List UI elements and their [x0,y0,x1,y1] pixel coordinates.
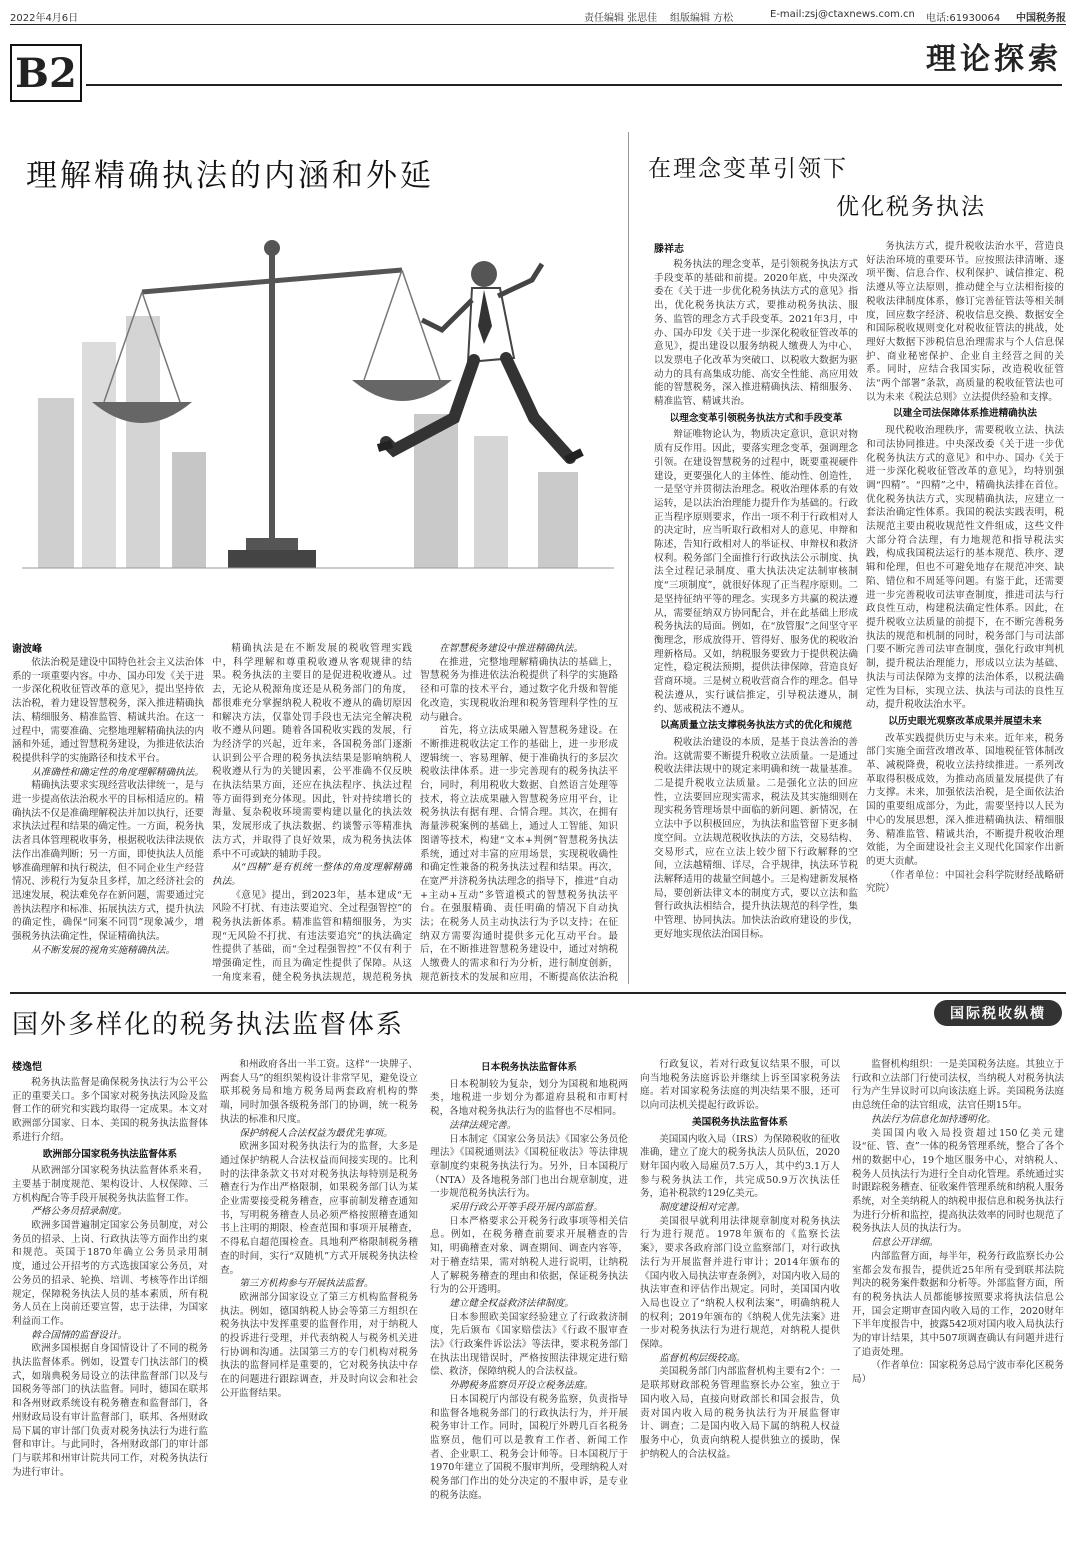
paragraph: 美国国内收入局投资超过150亿美元建设“征、管、查”一体的税务管理系统，整合了各个州的数据中心，19个地区服务中心，对纳税人、税务人员执法行为进行全自动化管理。系统通过实时跟踪税务稽查、征收案件管理系统和纳税人服务系统，对全美纳税人的纳税申报信息和税务执法行为进行分析和监控，提高执法效率的同时也规范了税务执法人员的执法行为。 [852,1127,1064,1235]
article3-top-rule [10,992,1066,994]
paragraph: 欧洲部分国家设立了第三方机构监督税务执法。例如，德国纳税人协会等第三方组织在税务执法中发挥重要的监督作用，对于纳税人的投诉进行受理，并代表纳税人与税务机关进行协调和沟通。法国第三方的专门机构对税务执法的监督同样是重要的，它对税务执法中存在的问题进行跟踪调查，并及时向议会和社会公开监督结果。 [220,1291,418,1399]
header-rule [10,24,1066,25]
bar-shape [474,436,508,568]
article1-title: 理解精确执法的内涵和外延 [26,158,434,194]
lead-in: 建立健全权益救济法律制度。 [449,1297,574,1309]
scale-foot [228,550,316,568]
paragraph: 欧洲多国对税务执法行为的监督，大多是通过保护纳税人合法权益而间接实现的。比利时的法律条款文书对对税务执法每特别是税务稽查行为作出严格限制，如果税务部门认为某企业需要接受税务稽查，应事前制发稽查通知书，写明税务稽查人员必须严格按照稽查通知书上注明的期限、检查范围和事项开展稽查，不得私自超范围检查。具地利严格限制税务稽查的时间，实行“双随机”方式开展税务执法检查。 [220,1141,418,1276]
bar-shape [538,472,578,568]
paragraph: 精确执法要求实现经营收法律统一，是与进一步提高依法治税水平的目标相适应的。精确执法不仅是准确理解税法并加以执行，还要求执法过程和结果的确定性。一方面，税务执法者具体管理税收事务，根据税收法律法规依法作出准确判断；另一方面，即使执法人员能够准确理解和执行税法，但不同企业生产经营情况、涉税行为复杂且多样，加之经济社会的迅速发展，税法难免存在新问题，需要通过完善执法程序和标准、拓展执法方式，提升执法的确定性，确保“同案不同罚”现象减少，增强税务执法确定性，保证精确执法。 [12,780,204,943]
paragraph: 欧洲多国普遍制定国家公务员制度，对公务员的招录、上岗、行政执法等方面作出约束和规范。英国于1870年确立公务员录用制度，通过公开招考的方式选拔国家公务员，对公务员的招录、轮换、培训、考核等作出详细规定，保障税务执法人员的基本素质，所有税务人员在上岗前还要宣誓，忠于法律，为国家利益而工作。 [12,1220,208,1327]
paragraph: 改革实践提供历史与未来。近年来，税务部门实施全面营改增改革、国地税征管体制改革、减税降费，税收立法持续推进。一系列改革取得积极成效，为推动高质量发展提供了有力支撑。未来，加强依法治税，是全面依法治国的重要组成部分，为此，需要坚持以人民为中心的发展思想，深入推进精确执法、精细服务、精准监管、精诚共治，不断提升税收治理效能，为全面建设社会主义现代化国家作出新的更大贡献。 [866,732,1064,867]
lead-in: 外聘税务监察员开设立税务法庭。 [449,1380,594,1392]
paragraph: （作者单位：中国社会科学院财经战略研究院） [866,869,1064,895]
lead-in: 斡合国情的监督设计。 [31,1329,128,1341]
article1-col2 [212,642,412,984]
paragraph: 日本制定《国家公务员法》《国家公务员伦理法》《国税通则法》《国税征收法》等法律规章制度约束税务执法行为。另外，日本国税厅（NTA）及各地税务部门也出台规章制度，进一步规范税务执法行为。 [430,1133,628,1200]
paragraph: 务执法方式，提升税收法治水平，营造良好法治环境的重要环节。应按照法律清晰、逐项平衡、信息合作、权利保护、诚信推定、税法遵从等立法原则，推动健全与立法相衔接的税收法律制度体系，修订完善征管法等相关制度，回应数字经济、税收信息交换、数据安全和国际税收规则变化对税收征管法的挑战，处理好大数据下涉税信息治理需求与个人信息保护、商业秘密保护、企业自主经营之间的关系。同时，应结合我国实际，改造税收征管法“两个部署”条款，高质量的税收征管法也可以为未来《税法总则》立法提供经验和支撑。 [866,241,1064,403]
bar-shape [38,398,74,568]
lead-in: 第三方机构参与开展执法监督。 [239,1278,374,1290]
section-title: 理论探索 [926,42,1062,77]
paragraph: 《意见》提出，到2023年，基本建成“无风险不打扰、有违法要追究、全过程强智控”的税务执法新体系。精准监管和精细服务，为实现“无风险不打扰、有违法要追究”的执法确定性提供了基础，而“全过程强智控”不仅有利于增强确定性，而且为确定性提供了保障。从这一角度来看，健全税务执法规范，规范税务执 [212,889,412,983]
article3-col3 [430,1058,628,1546]
article2-author: 滕祥志 [654,244,684,255]
email: E-mail:zsj@ctaxnews.com.cn [770,9,915,20]
subheading: 以理念变革引领税务执法方式和手段变革 [669,412,843,424]
paragraph: 日本严格要求公开税务行政事项等相关信息。例如，在税务稽查前要求开展稽查的告知，明确稽查对象、调查期间、调查内容等，对于稽查结果，需对纳税人进行说明，让纳税人了解税务稽查的理由和依据，保证税务执法行为的公开透明。 [430,1215,628,1296]
paragraph: 行政复议，若对行政复议结果不服，可以向当地税务法庭诉讼并继续上诉至国家税务法庭。若对国家税务法庭的判决结果不服，还可以向司法机关提起行政诉讼。 [640,1059,840,1112]
lead-in: 法律法规完善。 [449,1119,517,1131]
paragraph: 首先，将立法成果融入智慧税务建设。在不断推进税收法定工作的基础上，进一步形成逻辑统一、容易理解、便于准确执行的多层次税收法律体系。进一步完善现有的税务执法平台，同时，利用税收大数据、自然语言处理等技术，将立法成果融入智慧税务应用平台，让税务执法有据有理、合情合理。其次，在拥有海量涉税案例的基础上，通过人工智能、知识图谱等技术，构建“文本+判例”智慧税务执法系统，通过对丰富的应用场景，实现税收确性和确定性兼备的税务执法过程和结果。再次，在宽严并济税务执法理念的指导下，推进“自动+主动+互动”多管道模式的智慧税务执法平台。在强服精确、责任明确的情况下自动执法；在税务人员主动执法行为予以支持；在征纳双方需要沟通时提供多元化互动平台。最后，在不断推进智慧税务建设中，通过对纳税人缴费人的需求和行为分析，进行制度创新，规范新技术的发展和应用，不断提高依法治税 [420,725,618,983]
paragraph: 欧洲多国根据自身国情设计了不同的税务执法监督体系。例如，设置专门执法部门的模式，如瑞典税务局设立的法律监督部门以及与国税务等部门的执法监督。同时，德国在联邦和各州财政系统设有税务稽查和监督部门，各州财政局设有审计监督部门，联邦、各州财政局下属的审计部门负责对税务执法行为进行监督和审计。与此同时，各州财政部门的审计部门与联邦和州审计院共同工作，对税务执法行为进行审计。 [12,1343,208,1478]
paragraph: 美国很早就利用法律规章制度对税务执法行为进行规范。1978年颁布的《监察长法案》，要求各政府部门设立监察部门，对行政执法行为开展监督并进行审计；2014年颁布的《国内收入局执法审查条例》，对国内收入局的执法审查和评估作出规定。同时，美国国内收入局也设立了“纳税人权利法案”，明确纳税人的权利；2019年颁布的《纳税人优先法案》进一步对税务执法行为进行规范，对纳税人提供保障。 [640,1215,840,1351]
paragraph: 税务执法监督是确保税务执法行为公平公正的重要关口。多个国家对税务执法风险及监督工作的研究和实践均取得一定成果。本文对欧洲部分国家、日本、美国的税务执法监督体系进行介绍。 [12,1077,208,1143]
scale-top [264,240,280,256]
bar-shape [172,452,206,568]
paper-name: 中国税务报 [1016,13,1066,24]
lead-in: 保护纳税人合法权益为最优先事项。 [239,1127,393,1139]
lead-in: 从准确性和确定性的角度理解精确执法。 [31,766,204,778]
article2-col1 [654,258,858,984]
subheading: 美国税务执法监督体系 [692,1116,788,1128]
phone: 电话:61930064 [926,13,1001,24]
lead-in: 严格公务员招录制度。 [31,1206,128,1218]
article3-col2 [220,1058,418,1546]
section-rule [86,84,1062,86]
bar-shape [126,316,160,568]
lead-in: 从“四精”是有机统一整体的角度理解精确执法。 [212,862,412,887]
paragraph: 美国国内收入局（IRS）为保障税收的征收准确，建立了庞大的税务执法人员队伍，2020财年国内收入局雇员7.5万人，其中约3.1万人参与税务执法工作，共完成50.9万次执法任务，追补税款约129亿美元。 [640,1133,840,1200]
paragraph: 税收法治建设的本质，是基于良法善治的善治。这就需要不断提升税收立法质量。一是通过税收法律法规中的规定来明确和统一裁量基准。二是提升税收立法质量。二是强化立法的回应性，立法要回应现实需求，税法及其实施细则在现实税务管理场景中面临的新问题、新情况，在立法中予以积极回应，为执法和监管留下更多制度空间。立法规范税收执法的方法，交易结构、交易形式，应在立法上较少留下行政解释的空间，立法越精细、详尽，合乎规律，执法环节税法解释适用的裁量空间越小。三是构建新发展格局，要创新法律文本的制度方式，要以立法和监督行政执法相结合，提升执法规范的科学性，集中管理、协同执法。加快法治政府建设的步伐，更好地实现依法治国目标。 [654,736,858,940]
paragraph: 日本国税厅内部设有税务监察，负责指导和监督各地税务部门的行政执法行为，并开展税务审计工作。同时，国税厅外聘几百名税务监察员，他们可以是教育工作者、新闻工作者、企业职工、税务会计师等。日本国税厅于1970年建立了国税不服审判所，受理纳税人对税务部门作出的处分决定的不服申诉，是专业的税务法庭。 [430,1393,628,1501]
bar-shape [82,342,116,568]
article2-title-line2: 优化税务执法 [836,194,986,220]
justice-scale-illustration [22,222,614,612]
paragraph: 在推进，完整地理解精确执法的基础上，智慧税务为推进依法治税提供了科学的实施路径和可靠的技术平台，通过数字化升级和智能化改造，实现税收治理和税务管理科学性的互动与融合。 [420,656,618,723]
section-code: B2 [10,44,82,102]
subheading: 以建全司法保障体系推进精确执法 [893,408,1037,420]
article3-title: 国外多样化的税务执法监督体系 [12,1010,405,1040]
paragraph: 监督机构组织：一是美国税务法庭。其独立于行政和立法部门行使司法权，当纳税人对税务执法行为产生异议时可以向该法庭上诉。美国税务法庭由总统任命的法官组成，法官任期15年。 [852,1059,1064,1112]
paragraph: 辩证唯物论认为，物质决定意识，意识对物质有反作用。因此，要落实理念变革，强调理念引领。在建设智慧税务的过程中，既要重视硬件建设，更要强化人的主体性、能动性、创造性，一是坚守并贯彻法治理念。税收治理体系的有效运转，是以法治治理能力提升作为基础的。行政正当程序原则要求，作出一项不利于行政相对人的决定时，应当听取行政相对人的意见、申辩和陈述，告知行政相对人的举证权、申辩权和救济权利。税务部门全面推行行政执法公示制度、执法全过程记录制度、重大执法决定法制审核制度“三项制度”，就很好体现了正当程序原则。二是坚持征纳平等的理念。实现多方共赢的税法遵从，需要征纳双方协同配合，并在此基础上形成税务执法的局面。例如，在“放管服”之间坚守平衡理念，形成放得开、管得好、服务优的税收治理新格局。又如，纳税服务要致力于提供税法确定性，稳定税法预期，提供法律保障，营造良好营商环境。三是树立税收营商合作的理念。倡导税法遵从，实行诚信推定，引导税法遵从，制约、惩戒税法不遵从。 [654,429,858,715]
article2-col2 [866,240,1064,984]
scale-base [246,538,298,550]
article1-author: 谢波峰 [12,644,42,655]
article1-col1 [12,656,204,984]
layout-editor-credit: 组版编辑 方松 [670,13,734,24]
paragraph: 现代税收治理秩序，需要税收立法、执法和司法协同推进。中央深改委《关于进一步优化税务执法方式的意见》和中办、国办《关于进一步深化税收征管改革的意见》，均特别强调“四精”。“四精”之中，精确执法排在首位。优化税务执法方式，实现精确执法，应建立一套法治确定性体系。我国的税法实践表明，税法规范主要由税收规范性文件组成，这些文件大部分符合法理，有力地规范和指导税法实践，构成我国税法运行的基本规范、秩序、逻辑和伦理，但也不可避免地存在规范冲突、缺陷、错位和不周延等问题。有鉴于此，还需要进一步完善税收司法审查制度，推进司法与行政良性互动，构建税法确定性体系。因此，在提升税收立法质量的前提下，在不断完善税务执法的规范和机制的同时，税务部门与司法部门要不断完善司法审查制度，强化行政审判机制，提升税法治理能力，形成以立法为基础、执法与司法保障为支撑的法治体系，以税法确定性为目标，实现立法、执法与司法的良性互动，提升税收法治水平。 [866,425,1064,711]
article1-col3 [420,642,618,984]
scale-pan-right [352,380,452,401]
subheading: 日本税务执法监督体系 [481,1062,577,1073]
editor-credit: 责任编辑 张思佳 [584,13,658,24]
column-divider [628,132,629,984]
article2-title-line1: 在理念变革引领下 [648,156,848,182]
paragraph: 精确执法是在不断发展的税收管理实践中，科学理解和尊重税收遵从客观规律的结果。税务执法的主要目的是促进税收遵从。过去，无论从税源角度还是从税务部门的角度，都很难充分掌握纳税人税收不遵从的确切原因和解决方法，仅靠处罚手段也无法完全解决税收不遵从问题。随着各国税收实践的发展，行为经济学的兴起，近年来，各国税务部门逐渐认识到公平合理的税务执法结果是影响纳税人税收遵从行为的关键因素，公平准确不仅反映在执法结果方面，还应在执法程序、执法过程等方面得到充分体现。因此，针对持续增长的海量、复杂税收环境需要构建以量化的执法效果，发展形成了执法数据、约谈警示等精准执法方式，并取得了良好效果，成为税务执法体系中不可或缺的辅助手段。 [212,643,412,860]
paragraph: 税务执法的理念变革，是引领税务执法方式手段变革的基础和前提。2020年底，中央深改委在《关于进一步优化税务执法方式的意见》指出，优化税务执法方式，要推动税务执法、服务、监管的理念方式手段变革。2021年3月，中办、国办印发《关于进一步深化税收征管改革的意见》，提出建设以服务纳税人缴费人为中心、以发票电子化改革为突破口、以税收大数据为驱动力的具有高集成功能、高安全性能、高应用效能的智慧税务，深入推进精确执法、精细服务、精准监管、精诚共治。 [654,259,858,408]
page-header-bar [10,6,1066,24]
paragraph: 依法治税是建设中国特色社会主义法治体系的一项重要内容。中办、国办印发《关于进一步深化税收征管改革的意见》，提出坚持依法治税，着力建设智慧税务，深入推进精确执法、精细服务、精准监管、精诚共治。在这一过程中，需要准确、完整地理解精确执法的内涵和外延，通过智慧税务建设，为推进依法治税提供科学的实施路径和技术平台。 [12,657,204,764]
paragraph: 日本税制较为复杂，划分为国税和地税两类，地税进一步划分为都道府县税和市町村税，各地对税务执法行为的监督也不尽相同。 [430,1078,628,1118]
article1-illustration [22,222,614,612]
paragraph: 日本参照欧美国家经验建立了行政救济制度，先后颁布《国家赔偿法》《行政不服审查法》《行政案件诉讼法》等法律，要求税务部门在执法出现错误时，严格按照法律规定进行赔偿、救济，保障纳税人的合法权益。 [430,1311,628,1378]
paragraph: 内部监督方面，每半年，税务行政监察长办公室都会发布报告，提供近25年所有受到联邦法院判决的税务案件数据和分析等。外部监督方面，所有的税务执法人员都能够按照要求将执法信息公开，国会定期审查国内收入局的工作，2020财年下半年度报告中，披露542项对国内收入局执法行为的审计结果，其中507项调查确认有问题并进行了追责处理。 [852,1250,1064,1358]
lead-in: 采用行政公开等手段开展内部监督。 [449,1202,603,1214]
article3-author: 楼逸恺 [12,1062,42,1073]
article3-col4 [640,1058,840,1546]
lead-in: 从不断发展的视角实施精确执法。 [31,944,176,956]
paragraph: 和州政府各出一半工资。这样“一块牌子、两套人马”的组织架构设计非常罕见，避免设立联邦税务局和地方税务局两套政府机构的弊端，同时加强各级税务部门的协调，统一税务执法的标准和尺度。 [220,1059,418,1125]
column-badge: 国际税收纵横 [934,1000,1062,1026]
subheading: 以历史眼光观察改革成果并展望未来 [888,715,1042,727]
lead-in: 制度建设相对完善。 [659,1202,746,1214]
lead-in: 执法行为信息化加持透明化。 [871,1113,996,1125]
paragraph: （作者单位：国家税务总局宁波市奉化区税务局） [852,1360,1064,1386]
lead-in: 信息公开详细。 [871,1237,939,1249]
subheading: 欧洲部分国家税务执法监督体系 [42,1148,178,1160]
lead-in: 在智慧税务建设中推进精确执法。 [439,643,584,654]
lead-in: 监督机构层级较高。 [659,1352,746,1364]
article3-col5 [852,1058,1064,1546]
paragraph: 从欧洲部分国家税务执法监督体系来看，主要基于制度规范、架构设计、人权保障、三方机构配合等手段开展税务执法监督工作。 [12,1165,208,1204]
issue-date: 2022年4月6日 [10,13,79,24]
article3-col1 [12,1076,208,1546]
subheading: 以高质量立法支撑税务执法方式的优化和规范 [660,720,852,732]
paragraph: 美国税务部门内部监督机构主要有2个：一是联邦财政部税务管理监察长办公室，独立于国内收入局，直接向财政部长和国会报告，负责对国内收入局的税务执法行为开展监督审计、调查；二是国内收入局下属的纳税人权益服务中心，负责向纳税人提供独立的援助，保护纳税人的合法权益。 [640,1366,840,1460]
